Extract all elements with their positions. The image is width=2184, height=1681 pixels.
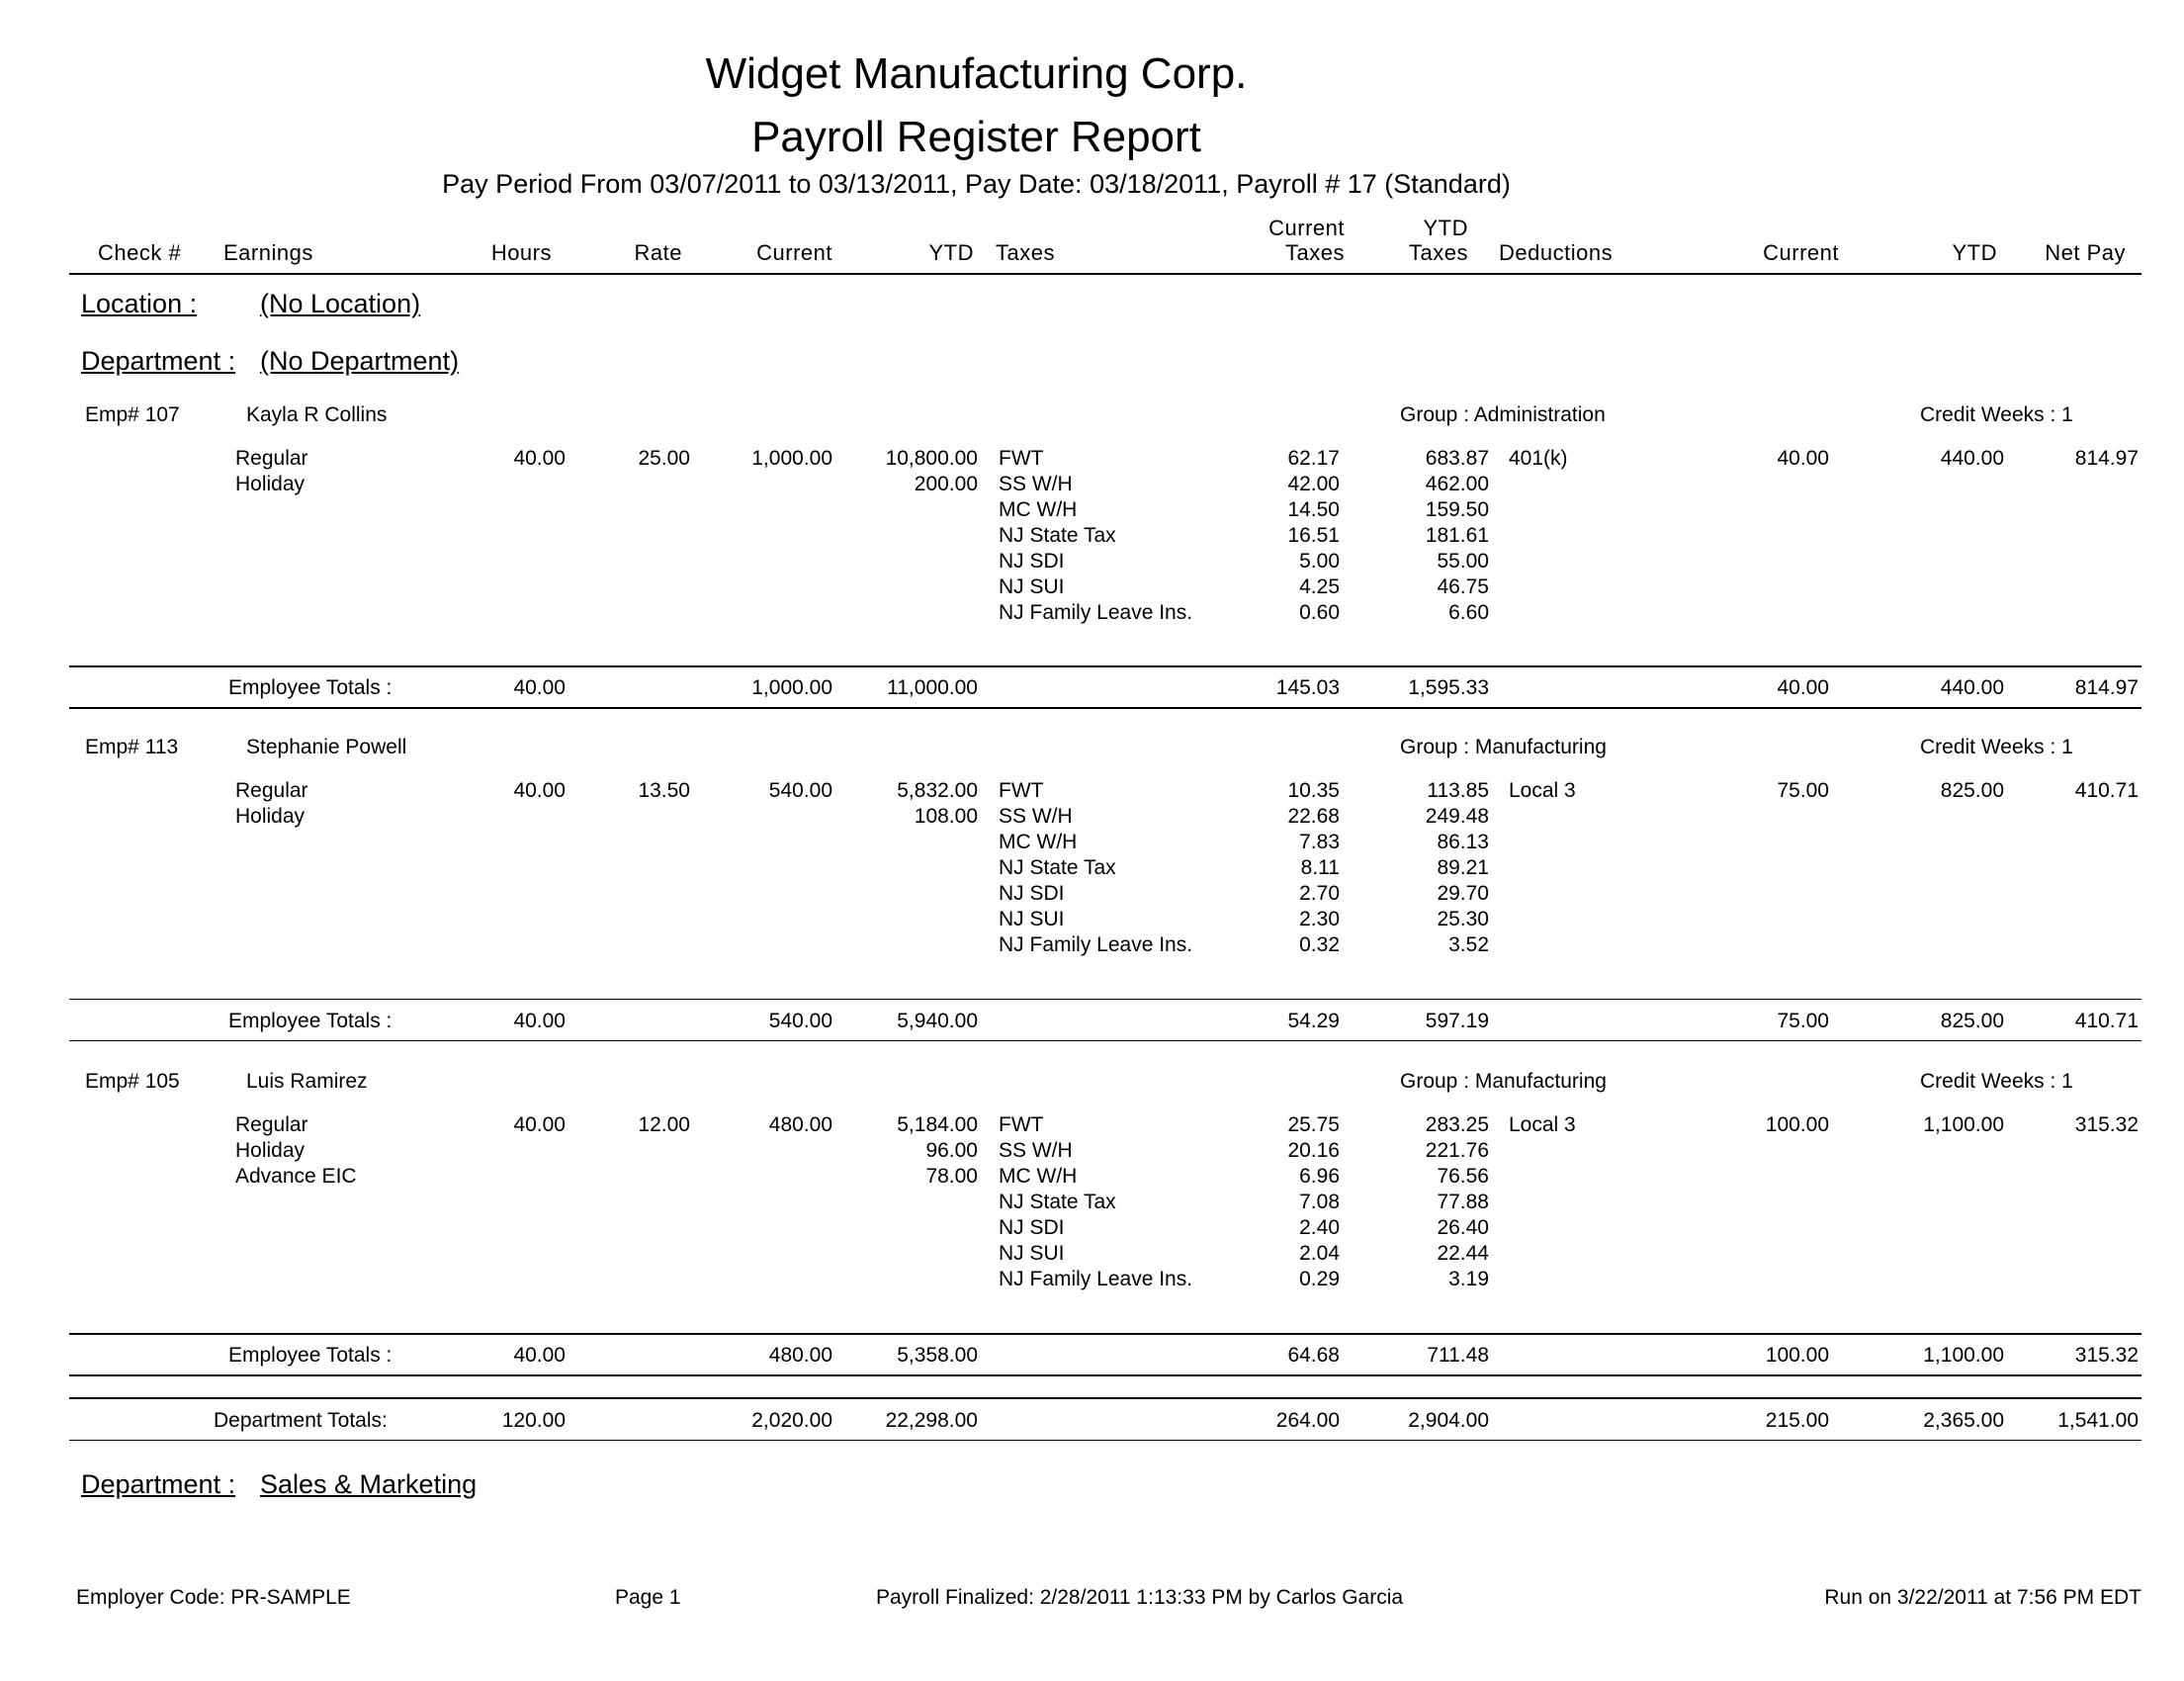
deduction-ytd: 1,100.00 (1923, 1113, 2004, 1136)
earning-name: Holiday (235, 1139, 306, 1162)
tax-ytd: 29.70 (1437, 882, 1489, 905)
totals-ded-current: 75.00 (1777, 1010, 1829, 1032)
header-rule (69, 273, 2141, 275)
tax-name: NJ SUI (999, 1242, 1065, 1265)
totals-hours: 40.00 (513, 676, 566, 699)
tax-ytd: 77.88 (1437, 1191, 1489, 1213)
totals-ded-ytd: 1,100.00 (1923, 1344, 2004, 1367)
totals-net: 410.71 (2074, 1010, 2139, 1032)
earning-current: 480.00 (768, 1113, 832, 1136)
employee-group: Group : Manufacturing (1400, 736, 1607, 758)
employee-totals-label: Employee Totals : (228, 1344, 393, 1367)
totals-ded-ytd: 825.00 (1940, 1010, 2004, 1032)
totals-current: 540.00 (768, 1010, 832, 1032)
totals-tax-current: 54.29 (1287, 1010, 1340, 1032)
tax-ytd: 462.00 (1425, 473, 1489, 495)
col-current-taxes-bottom: Taxes (1285, 240, 1345, 265)
run-timestamp: Run on 3/22/2011 at 7:56 PM EDT (1824, 1586, 2141, 1609)
employee-name: Stephanie Powell (246, 736, 407, 758)
earning-name: Regular (235, 447, 308, 470)
deduction-current: 40.00 (1777, 447, 1829, 470)
employee-name: Luis Ramirez (246, 1070, 368, 1093)
totals-rule-bottom (69, 707, 2141, 709)
tax-name: NJ Family Leave Ins. (999, 1268, 1193, 1290)
earning-name: Regular (235, 1113, 308, 1136)
location-value: (No Location) (260, 289, 421, 318)
dept-totals-tax-ytd: 2,904.00 (1408, 1409, 1489, 1432)
tax-name: SS W/H (999, 805, 1073, 828)
deduction-ytd: 825.00 (1940, 779, 2004, 802)
col-ytd: YTD (928, 240, 974, 265)
tax-current: 5.00 (1299, 550, 1340, 573)
tax-current: 0.29 (1299, 1268, 1340, 1290)
employer-code: Employer Code: PR-SAMPLE (76, 1586, 351, 1609)
department-totals-label: Department Totals: (214, 1409, 388, 1432)
tax-ytd: 181.61 (1425, 524, 1489, 547)
totals-tax-current: 64.68 (1287, 1344, 1340, 1367)
tax-current: 7.08 (1299, 1191, 1340, 1213)
dept-totals-rule-bottom (69, 1440, 2141, 1441)
totals-net: 814.97 (2074, 676, 2139, 699)
tax-current: 22.68 (1287, 805, 1340, 828)
col-ded-current: Current (1763, 240, 1839, 265)
col-ytd-taxes-bottom: Taxes (1409, 240, 1468, 265)
net-pay: 315.32 (2074, 1113, 2139, 1136)
dept-totals-ytd: 22,298.00 (885, 1409, 978, 1432)
totals-tax-ytd: 711.48 (1427, 1344, 1489, 1367)
earning-current: 540.00 (768, 779, 832, 802)
deduction-name: 401(k) (1509, 447, 1568, 470)
earning-ytd: 96.00 (925, 1139, 978, 1162)
tax-current: 2.70 (1299, 882, 1340, 905)
tax-ytd: 55.00 (1437, 550, 1489, 573)
department-value: Sales & Marketing (260, 1469, 478, 1499)
col-rate: Rate (634, 240, 682, 265)
tax-current: 2.40 (1299, 1216, 1340, 1239)
tax-name: NJ Family Leave Ins. (999, 933, 1193, 956)
tax-current: 10.35 (1287, 779, 1340, 802)
earning-hours: 40.00 (513, 1113, 566, 1136)
page-number: Page 1 (615, 1586, 681, 1609)
earning-name: Holiday (235, 805, 306, 828)
net-pay: 410.71 (2074, 779, 2139, 802)
dept-totals-ded-ytd: 2,365.00 (1923, 1409, 2004, 1432)
tax-name: NJ SUI (999, 575, 1065, 598)
tax-current: 14.50 (1287, 498, 1340, 521)
totals-tax-ytd: 597.19 (1425, 1010, 1489, 1032)
employee-group: Group : Manufacturing (1400, 1070, 1607, 1093)
department-label: Department : (81, 346, 236, 376)
report-title: Payroll Register Report (751, 113, 1201, 161)
credit-weeks: Credit Weeks : 1 (1920, 1070, 2073, 1093)
col-ded-ytd: YTD (1952, 240, 1997, 265)
tax-ytd: 76.56 (1437, 1165, 1489, 1188)
totals-rule-bottom (69, 1040, 2141, 1041)
earning-rate: 25.00 (638, 447, 690, 470)
earning-ytd: 78.00 (925, 1165, 978, 1188)
tax-current: 62.17 (1287, 447, 1340, 470)
earning-rate: 12.00 (638, 1113, 690, 1136)
tax-ytd: 221.76 (1425, 1139, 1489, 1162)
tax-current: 7.83 (1299, 831, 1340, 853)
employee-number: Emp# 107 (85, 403, 180, 426)
totals-ytd: 5,940.00 (897, 1010, 978, 1032)
tax-name: FWT (999, 1113, 1044, 1136)
tax-current: 6.96 (1299, 1165, 1340, 1188)
earning-rate: 13.50 (638, 779, 690, 802)
tax-name: NJ State Tax (999, 524, 1116, 547)
employee-totals-label: Employee Totals : (228, 676, 393, 699)
tax-ytd: 89.21 (1437, 856, 1489, 879)
deduction-ytd: 440.00 (1940, 447, 2004, 470)
tax-ytd: 3.52 (1448, 933, 1489, 956)
tax-ytd: 683.87 (1425, 447, 1489, 470)
earning-hours: 40.00 (513, 779, 566, 802)
tax-name: MC W/H (999, 831, 1078, 853)
earning-ytd: 10,800.00 (885, 447, 978, 470)
dept-totals-current: 2,020.00 (751, 1409, 832, 1432)
tax-current: 0.60 (1299, 601, 1340, 624)
totals-ded-current: 100.00 (1765, 1344, 1829, 1367)
earning-ytd: 5,832.00 (897, 779, 978, 802)
tax-name: NJ Family Leave Ins. (999, 601, 1193, 624)
employee-group: Group : Administration (1400, 403, 1606, 426)
tax-ytd: 26.40 (1437, 1216, 1489, 1239)
net-pay: 814.97 (2074, 447, 2139, 470)
tax-ytd: 6.60 (1448, 601, 1489, 624)
tax-ytd: 25.30 (1437, 908, 1489, 930)
tax-current: 4.25 (1299, 575, 1340, 598)
totals-hours: 40.00 (513, 1010, 566, 1032)
dept-totals-ded-current: 215.00 (1765, 1409, 1829, 1432)
deduction-current: 75.00 (1777, 779, 1829, 802)
dept-totals-hours: 120.00 (501, 1409, 566, 1432)
tax-name: NJ SDI (999, 1216, 1065, 1239)
col-net-pay: Net Pay (2045, 240, 2126, 265)
col-current-taxes-top: Current (1268, 216, 1345, 240)
employee-number: Emp# 105 (85, 1070, 180, 1093)
totals-ded-ytd: 440.00 (1940, 676, 2004, 699)
tax-name: FWT (999, 447, 1044, 470)
tax-name: FWT (999, 779, 1044, 802)
totals-tax-current: 145.03 (1275, 676, 1340, 699)
totals-rule-bottom (69, 1374, 2141, 1376)
tax-ytd: 249.48 (1425, 805, 1489, 828)
dept-totals-rule-top (69, 1397, 2141, 1399)
tax-ytd: 113.85 (1427, 779, 1489, 802)
department-label: Department : (81, 1469, 236, 1499)
earning-hours: 40.00 (513, 447, 566, 470)
tax-current: 25.75 (1287, 1113, 1340, 1136)
totals-ytd: 11,000.00 (887, 676, 978, 699)
tax-name: SS W/H (999, 1139, 1073, 1162)
earning-name: Regular (235, 779, 308, 802)
payroll-finalized: Payroll Finalized: 2/28/2011 1:13:33 PM by Carlos Garcia (876, 1586, 1404, 1609)
employee-totals-label: Employee Totals : (228, 1010, 393, 1032)
totals-current: 480.00 (768, 1344, 832, 1367)
earning-current: 1,000.00 (751, 447, 832, 470)
col-ytd-taxes-top: YTD (1423, 216, 1468, 240)
tax-current: 0.32 (1299, 933, 1340, 956)
col-check: Check # (98, 240, 182, 265)
tax-current: 8.11 (1300, 856, 1340, 879)
totals-hours: 40.00 (513, 1344, 566, 1367)
totals-rule-top (69, 1333, 2141, 1335)
deduction-name: Local 3 (1509, 779, 1576, 802)
company-name: Widget Manufacturing Corp. (705, 49, 1248, 98)
tax-current: 20.16 (1287, 1139, 1340, 1162)
pay-period: Pay Period From 03/07/2011 to 03/13/2011, Pay Date: 03/18/2011, Payroll # 17 (Standard) (442, 169, 1511, 199)
department-value: (No Department) (260, 346, 460, 376)
earning-ytd: 108.00 (914, 805, 978, 828)
tax-ytd: 46.75 (1437, 575, 1489, 598)
tax-ytd: 3.19 (1448, 1268, 1489, 1290)
tax-current: 16.51 (1287, 524, 1340, 547)
tax-name: NJ State Tax (999, 1191, 1116, 1213)
earning-ytd: 5,184.00 (897, 1113, 978, 1136)
tax-current: 42.00 (1287, 473, 1340, 495)
col-taxes: Taxes (996, 240, 1055, 265)
tax-current: 2.04 (1299, 1242, 1340, 1265)
earning-name: Holiday (235, 473, 306, 495)
col-hours: Hours (490, 240, 552, 265)
dept-totals-net: 1,541.00 (2057, 1409, 2139, 1432)
col-current: Current (756, 240, 832, 265)
tax-ytd: 86.13 (1437, 831, 1489, 853)
tax-name: NJ SDI (999, 550, 1065, 573)
tax-name: MC W/H (999, 498, 1078, 521)
tax-name: MC W/H (999, 1165, 1078, 1188)
earning-ytd: 200.00 (914, 473, 978, 495)
totals-net: 315.32 (2074, 1344, 2139, 1367)
location-label: Location : (81, 289, 198, 318)
totals-tax-ytd: 1,595.33 (1408, 676, 1489, 699)
deduction-name: Local 3 (1509, 1113, 1576, 1136)
credit-weeks: Credit Weeks : 1 (1920, 736, 2073, 758)
totals-rule-top (69, 665, 2141, 667)
credit-weeks: Credit Weeks : 1 (1920, 403, 2073, 426)
dept-totals-tax-current: 264.00 (1275, 1409, 1340, 1432)
tax-ytd: 22.44 (1437, 1242, 1489, 1265)
col-earnings: Earnings (223, 240, 313, 265)
tax-ytd: 283.25 (1425, 1113, 1489, 1136)
earning-name: Advance EIC (235, 1165, 357, 1188)
tax-current: 2.30 (1299, 908, 1340, 930)
totals-ded-current: 40.00 (1777, 676, 1829, 699)
employee-number: Emp# 113 (85, 736, 179, 758)
totals-rule-top (69, 999, 2141, 1000)
tax-name: NJ SDI (999, 882, 1065, 905)
totals-current: 1,000.00 (751, 676, 832, 699)
tax-name: SS W/H (999, 473, 1073, 495)
tax-name: NJ State Tax (999, 856, 1116, 879)
deduction-current: 100.00 (1765, 1113, 1829, 1136)
tax-ytd: 159.50 (1425, 498, 1489, 521)
totals-ytd: 5,358.00 (897, 1344, 978, 1367)
tax-name: NJ SUI (999, 908, 1065, 930)
employee-name: Kayla R Collins (246, 403, 388, 426)
col-deductions: Deductions (1499, 240, 1614, 265)
